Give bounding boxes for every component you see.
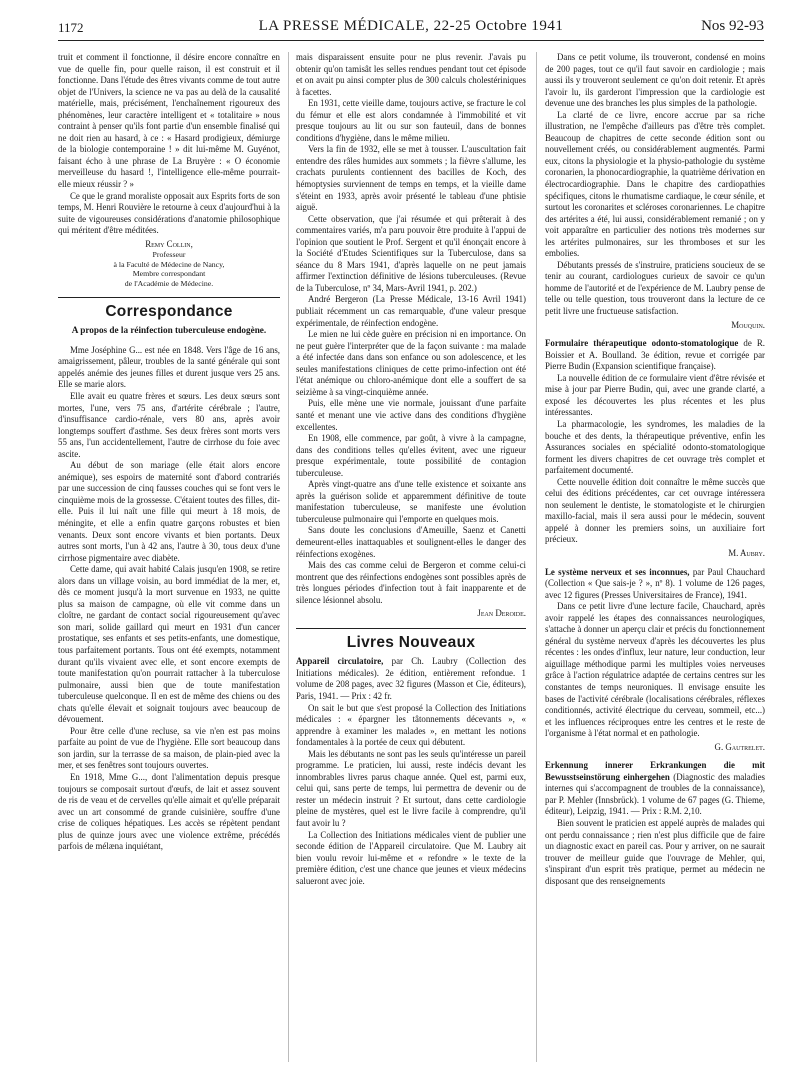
book-citation (545, 567, 765, 602)
header-rule (58, 40, 764, 41)
book-title: Formulaire thérapeutique odonto-stomatologique (545, 338, 739, 349)
book-citation (545, 338, 765, 373)
issue-date: 22-25 Octobre 1941 (433, 18, 564, 34)
book-citation (545, 760, 765, 818)
section-heading: Correspondance (105, 302, 233, 320)
author-signature (58, 239, 280, 289)
paragraph: En 1931, cette vieille dame, toujours active, se fracture le col du fémur et elle est alors condamnée à l'immobilité et vit presque toujours au lit ou sur son fauteuil, dans de bonnes conditions d'hygiène, dans le même milieu. (296, 98, 526, 143)
paragraph: Mais les débutants ne sont pas les seuls qu'intéresse un pareil programme. Le praticien, lui aussi, reste indécis devant les innombrables livres parus chaque année. Quel est, parmi eux, celui qui, sans perte de temps, lui permettra de devenir ou de rester un médecin instruit ? Et surtout, dans cette cardiologie pleine de mystères, quel est le livre facile à comprendre, qu'il faut avoir lu ? (296, 748, 526, 828)
author-affiliation: Membre correspondant (132, 269, 206, 279)
book-citation (296, 656, 526, 702)
paragraph: Elle avait eu quatre frères et sœurs. Les deux sœurs sont mortes, l'une, vers 75 ans, d'artérite cérébrale ; l'autre, d'insuffisance cardio-rénale, vers 80 ans, après avoir longtemps souffert d'asthme. Ses deux frères sont morts vers 55 ans, l'un accidentellement, l'autre de cirrhose du foie avec ascite. (58, 390, 280, 459)
column-divider (536, 52, 537, 1062)
author-name: Remy Collin, (145, 238, 193, 249)
paragraph: mais disparaissent ensuite pour ne plus revenir. J'avais pu obtenir qu'on tamisât les selles rendues pendant tout cet épisode et on avait pu ainsi compter plus de 300 calculs cholestériniques à facettes. (296, 52, 526, 97)
paragraph: Au début de son mariage (elle était alors encore anémique), ses espoirs de maternité sont d'abord contrariés par une succession de cinq fausses couches qui se font vers le cinquième mois de la grossesse. C'étaient toutes des filles, dit-elle. Puis il lui naît une fille qui meurt à 18 mois, de méningite, et elle a enfin quatre garçons robustes et bien venants. Deux sont encore vivants et bien portants. Deux autres sont morts, l'un à 42 ans, l'autre à 30, tous deux d'une cirrhose pigmentaire avec diabète. (58, 460, 280, 563)
author-signature: Jean Deroide. (477, 608, 526, 619)
paragraph: Après vingt-quatre ans d'une telle existence et soixante ans après la guérison solide et apparemment définitive de toute manifestation tuberculeuse, se manifeste une évolution tuberculeuse pulmonaire qui l'emporte en quelques mois. (296, 479, 526, 524)
column-divider (288, 52, 289, 1062)
author-signature: Mouquin. (731, 319, 765, 330)
journal-name: LA PRESSE MÉDICALE, (258, 18, 430, 34)
author-affiliation: de l'Académie de Médecine. (124, 279, 214, 289)
section-rule (296, 628, 526, 629)
paragraph: Le mien ne lui cède guère en précision ni en importance. On ne peut guère l'interpréter que de la façon suivante : ma malade a été infectée dans dans son enfance ou son adolescence, et les seules manifestations cliniques de cette primo-infection ont été l'état anémique ou chloro-anémique dont elle a souffert de sa seizième à sa vingt-cinquième année. (296, 329, 526, 397)
paragraph: En 1918, Mme G..., dont l'alimentation depuis presque toujours se composait surtout d'œufs, de lait et assez souvent de ris de veau et de cervelles qu'elle aimait et qu'elle préparait avec un art consommé de grande cuisinière, souffre d'une crise de coliques hépatiques. Les accès se répètent pendant plus de quinze jours avec une violence extrême, précédés parfois de mélæna inquiétant, (58, 772, 280, 852)
column-left (58, 52, 280, 1074)
book-review (545, 567, 765, 754)
paragraph: Dans ce petit livre d'une lecture facile, Chauchard, après avoir rappelé les étapes des connaissances neurologiques, s'attache à donner un aperçu clair et précis du fonctionnement général du système nerveux d'après les découvertes les plus récentes : les ondes d'influx, leur nature, leur conduction, leur aiguillage méthodique parmi les multiples voies nerveuses grâce à l'action régulatrice adaptée de certains centres sur les constantes de temps neuroniques. Il envisage ensuite les bases de l'activité cérébrale (localisations cérébrales, réflexes conditionnés, activité électrique du cerveau, sommeil, etc...) et les influences réciproques entre les centres et le reste de l'organisme à l'état normal et en pathologie. (545, 601, 765, 739)
author-affiliation: Professeur (152, 250, 186, 260)
issue-number: Nos 92-93 (701, 18, 764, 34)
book-title: Le système nerveux et ses inconnues, (545, 566, 690, 577)
journal-title (58, 18, 764, 35)
paragraph: Cette nouvelle édition doit connaître le même succès que celui des éditions précédentes, car cet ouvrage intéressera non seulement le dentiste, le stomatologiste et le chirurgien maxillo-facial, mais il sera aussi pour le médecin, souvent appelé à donner les premiers soins, un auxiliaire fort précieux. (545, 476, 765, 545)
paragraph: En 1908, elle commence, par goût, à vivre à la campagne, dans des conditions telles qu'elles évitent, avec une rigueur presque expérimentale, toute possibilité de contagion tuberculeuse. (296, 433, 526, 478)
book-details: par Ch. Laubry (Collection des Initiations médicales). 2e édition, entièrement refondue. 1 volume de 208 pages, avec 32 figures (Masson et Cie, éditeurs), Paris, 1941. — Prix : 42 fr. (296, 656, 526, 701)
page-header (58, 14, 764, 34)
book-review (296, 656, 526, 887)
article-title: A propos de la réinfection tuberculeuse endogène. (71, 325, 267, 336)
book-title: Erkennung innerer Erkrankungen die mit Bewusstseinstörung einhergehen (545, 760, 765, 782)
author-signature: M. Aubry. (728, 547, 765, 558)
paragraph: Cette observation, que j'ai résumée et qui prêterait à des commentaires variés, m'a paru pouvoir être produite à l'appui de l'opinion que soutient le Prof. Sergent et qu'il énonçait encore à la Société d'Etudes Scientifiques sur la Tuberculose, dans sa séance du 8 Mars 1941, d'après laquelle on ne peut jamais affirmer l'extinction définitive de lésions tuberculeuses. (Revue de la Tuberculose, nº 34, Mars-Avril 1941, p. 202.) (296, 213, 526, 293)
paragraph: Sans doute les conclusions d'Ameuille, Saenz et Canetti demeurent-elles inattaquables et soulignent-elles le danger des réinfections exogènes. (296, 525, 526, 559)
section-rule (58, 297, 280, 298)
page-number: 1172 (58, 20, 84, 35)
paragraph: Bien souvent le praticien est appelé auprès de malades qui ont perdu connaissance ; rien n'est plus difficile que de faire un diagnostic exact en pareil cas. Pour y arriver, on ne saurait trouver de meilleur guide que l'ouvrage de Mehler, qui, s'inspirant d'un esprit très pratique, permet au médecin ne disposant que des renseignements (545, 818, 765, 886)
author-signature: G. Gautrelet. (714, 741, 765, 752)
book-details: (Diagnostic des maladies internes qui s'accompagnent de troubles de la connaissance), par P. Mehler (Innsbrück). 1 volume de 67 pages (G. Thieme, éditeur), Leipzig, 1941. — Prix : R.M. 2,10. (545, 771, 765, 817)
column-right (545, 52, 765, 1074)
paragraph: Puis, elle mène une vie normale, jouissant d'une parfaite santé et menant une vie active dans des conditions d'hygiène excellentes. (296, 398, 526, 432)
book-details: par Paul Chauchard (Collection « Que sais-je ? », nº 8). 1 volume de 126 pages, avec 12 figures (Presses Universitaires de France), 1941. (545, 566, 765, 600)
book-title: Appareil circulatoire, (296, 656, 384, 667)
paragraph: Vers la fin de 1932, elle se met à tousser. L'auscultation fait entendre des râles humides aux sommets ; la fièvre s'allume, les crachats purulents contiennent des bacilles de Koch, des hémoptysies surviennent de temps en temps, et la vieille dame s'éteint en 1933, après avoir présenté le tableau d'une phtisie aiguë. (296, 144, 526, 213)
section-heading: Livres Nouveaux (346, 633, 476, 651)
paragraph: Ce que le grand moraliste opposait aux Esprits forts de son temps, M. Henri Rouvière le retourne à ceux d'aujourd'hui à la suite de vigoureuses considérations d'anatomie philosophique qui méritent d'être méditées. (58, 190, 280, 236)
paragraph: Cette dame, qui avait habité Calais jusqu'en 1908, se retire alors dans un village voisin, au bord immédiat de la mer, et, dès ce moment jusqu'à la mort survenue en 1933, ne quitte plus sa maison de campagne, où elle vit comme dans un cloître, ne gardant de contact social rigoureusement qu'avec son mari, solide gaillard qui meurt en 1931 d'un cancer prostatique, ses enfants et ses petits-enfants, une domestique, tous parfaitement portants. Tous ont été exempts, notamment durant qu'ils vivaient avec elle, et sont encore exempts de toute manifestation qu'on pourrait rattacher à la tuberculose pulmonaire, aussi bien que de toute manifestation tuberculeuse quelconque. Il en est de même des chiens ou des chats qu'elle élevait et soignait toujours avec beaucoup de dévouement. (58, 564, 280, 725)
paragraph: Mais des cas comme celui de Bergeron et comme celui-ci montrent que des réinfections endogènes sont possibles après de très longues périodes d'infection tout à fait inapparente et de silence lésionnel absolu. (296, 560, 526, 605)
paragraph: On sait le but que s'est proposé la Collection des Initiations médicales : « épargner les tâtonnements décevants », « apprendre à examiner les malades », en mettant les notions fondamentales à la portée de ceux qui débutent. (296, 702, 526, 748)
paragraph: truit et comment il fonctionne, il désire encore connaître en vue de quelle fin, pour quelle raison, il est construit et il fonctionne. Dans l'étude des êtres vivants comme de tout autre objet de l'Univers, la science ne va pas au delà de la causalité matérielle, mais, précisément, l'enchaînement rigoureux des phénomènes, leur caractère intelligent et « totalitaire » nous contraint à penser qu'ils font partie d'un ensemble finalisé qui ne doit rien au hasard, à ce : « Hasard prodigieux, démiurge de la biologie contemporaine ! » dit lui-même M. Guyénot, faisant écho à une phrase de La Bruyère : « O économie merveilleuse du hasard !, l'intelligence elle-même pourrait-elle mieux réussir ? » (58, 52, 280, 190)
book-details: de R. Boissier et A. Boulland. 3e édition, revue et corrigée par Pierre Budin (Expansion scientifique française). (545, 338, 765, 372)
column-middle (296, 52, 526, 1074)
author-affiliation: à la Faculté de Médecine de Nancy, (113, 259, 225, 269)
paragraph: André Bergeron (La Presse Médicale, 13-16 Avril 1941) publiait récemment un cas remarquable, d'une valeur presque expérimentale, de réinfection endogène. (296, 294, 526, 328)
paragraph: Débutants pressés de s'instruire, praticiens soucieux de se tenir au courant, cardiologues curieux de savoir ce qu'un homme de l'autorité et de l'expérience de M. Laubry pense de telle ou telle question, tous trouveront dans la lecture de ce petit livre une fructueuse satisfaction. (545, 259, 765, 317)
paragraph: Pour être celle d'une recluse, sa vie n'en est pas moins parfaite au point de vue de l'hygiène. Elle sort beaucoup dans son jardin, sur la terrasse de sa maison, de plain-pied avec la mer, et ses fenêtres sont toujours ouvertes. (58, 725, 280, 771)
book-review (545, 338, 765, 559)
paragraph: Dans ce petit volume, ils trouveront, condensé en moins de 200 pages, tout ce qu'il faut savoir en cardiologie ; mais aussi ils y trouveront seulement ce qu'on doit retenir. Et après l'avoir lu, ils garderont l'impression que la cardiologie est devenue une des branches les plus simples de la pathologie. (545, 52, 765, 109)
paragraph: Mme Joséphine G... est née en 1848. Vers l'âge de 16 ans, amaigrissement, pâleur, troubles de la santé générale qui sont appelés anémie des jeunes filles et durent jusque vers 25 ans. Elle se marie alors. (58, 344, 280, 390)
paragraph: La clarté de ce livre, encore accrue par sa riche illustration, ne l'empêche d'ailleurs pas d'être très complet. Beaucoup de chapitres de cette seconde édition sont ou nouvellement créés, ou considérablement augmentés. Parmi eux, citons la physiologie et la physio-pathologie du système coronarien, la phonocardiographie, la quatrième dérivation en électrocardiographie. Dans le chapitre des cardiopathies spécifiques, citons le rhumatisme cardiaque, le cœur sénile, et surtout les coronarites et scléroses coronariennes. Le chapitre des artérites a été, lui aussi, considérablement remanié ; on y voit apparaître en particulier des notions très modernes sur les artérites pulmonaires, sur les thromboses et sur les embolies. (545, 109, 765, 259)
paragraph: La nouvelle édition de ce formulaire vient d'être révisée et mise à jour par Pierre Budin, qui, avec une grande clarté, a exposé les découvertes les plus récentes et les plus intéressantes. (545, 372, 765, 418)
paragraph: La Collection des Initiations médicales vient de publier une seconde édition de l'Appareil circulatoire. Que M. Laubry ait bien voulu revoir lui-même et « refondre » le texte de la première édition, c'est une chance que jeunes et vieux médecins salueront avec joie. (296, 829, 526, 886)
book-review (545, 760, 765, 887)
paragraph: La pharmacologie, les syndromes, les maladies de la bouche et des dents, la thérapeutique préventive, enfin les Assurances sociales en spécialité odonto-stomatologique forment les divers chapitres de cet ouvrage très complet et parfaitement documenté. (545, 418, 765, 476)
